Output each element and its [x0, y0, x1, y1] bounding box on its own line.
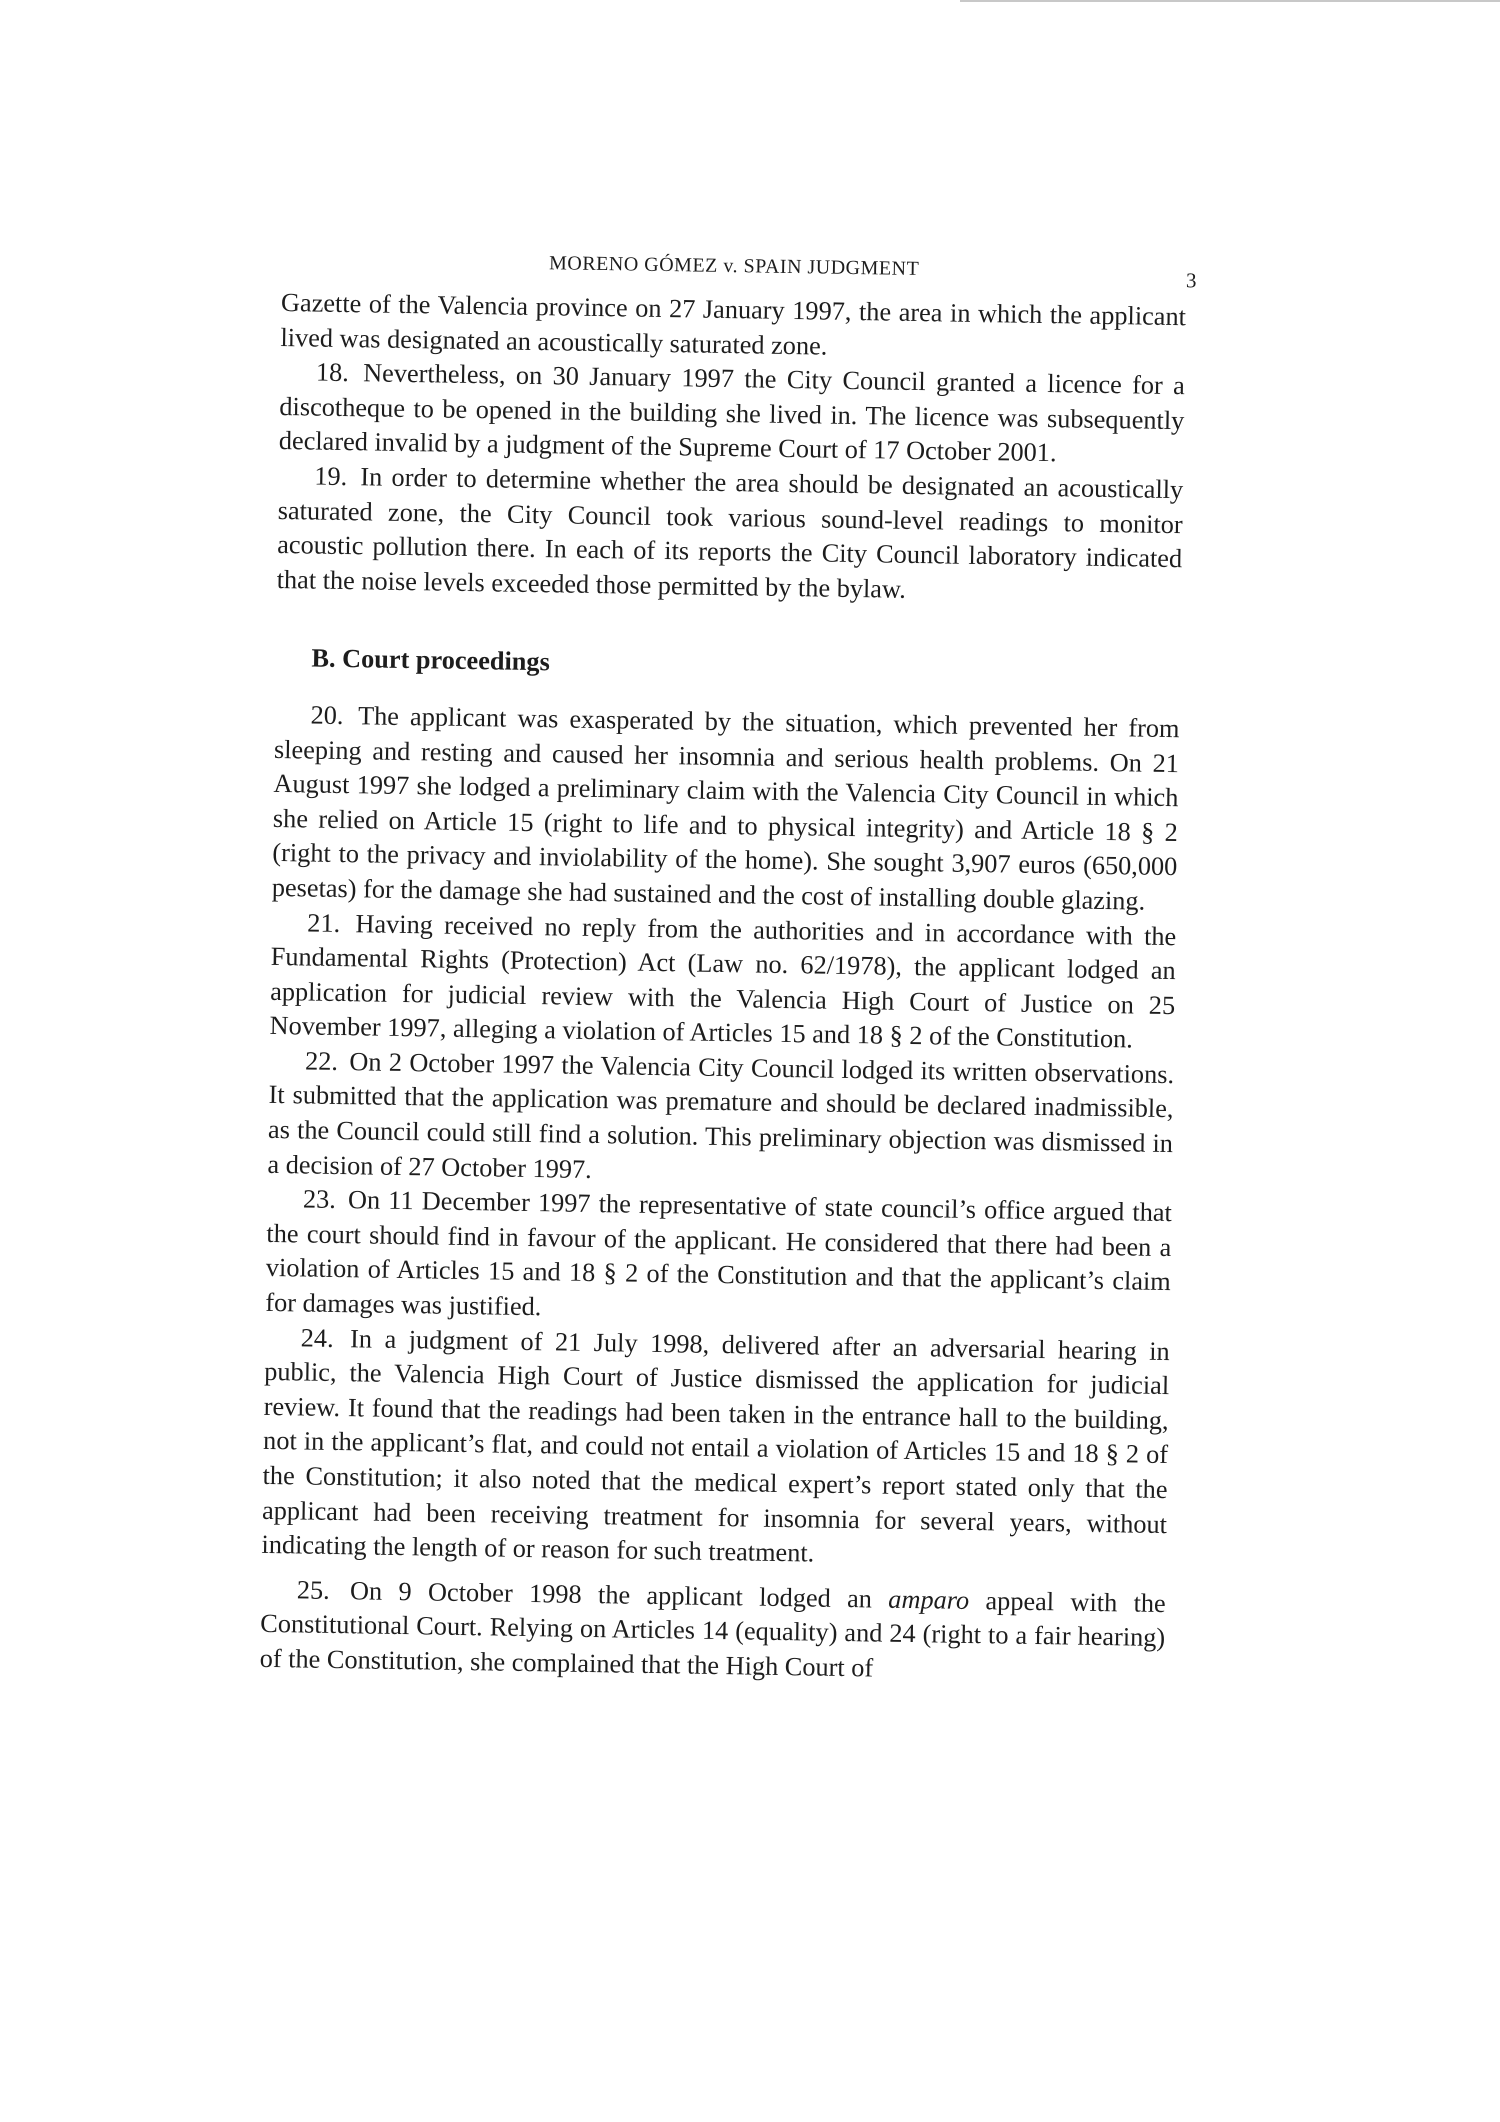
- document-body: [259, 286, 1186, 1691]
- paragraph-23: [265, 1182, 1172, 1335]
- paragraph-25: [259, 1573, 1166, 1691]
- paragraph-text: Gazette of the Valencia province on 27 January 1997, the area in which the applicant lived was designated an acoustically saturated zone.: [280, 287, 1187, 361]
- paragraph-number: 24.: [300, 1323, 334, 1353]
- paragraph-22: [267, 1044, 1174, 1197]
- paragraph-20: [272, 698, 1180, 920]
- paragraph-text: Nevertheless, on 30 January 1997 the City Council granted a licence for a discotheque to be opened in the building she lived in. The licence was subsequently declared invalid by a judgment of the Supreme Court of 17 October 2001.: [278, 358, 1186, 468]
- paragraph-number: 22.: [304, 1046, 339, 1076]
- running-title: MORENO GÓMEZ v. SPAIN JUDGMENT: [548, 252, 920, 281]
- paragraph-text: On 11 December 1997 the representative of state council’s office argued that the court should find in favour of the applicant. He considered that there had been a violation of Articles 15 and 18 § 2 of the Constitution and that the applicant’s claim for damages was justified.: [265, 1185, 1173, 1322]
- paragraph-number: 18.: [315, 357, 350, 388]
- paragraph-text: In a judgment of 21 July 1998, delivered after an adversarial hearing in public, the Valencia High Court of Justice dismissed the application for judicial review. It found that the readings had been taken in the entrance hall to the building, not in the applicant’s flat, and could not entail a violation of Articles 15 and 18 § 2 of the Constitution; it also noted that the medical expert’s report stated only that the applicant had been receiving treatment for insomnia for several years, without indicating the length of or reason for such treatment.: [261, 1323, 1170, 1568]
- paragraph-number: 23.: [302, 1184, 337, 1215]
- paragraph-text: Having received no reply from the authorities and in accordance with the Fundamental Rights (Protection) Act (Law no. 62/1978), the applicant lodged an application for judicial review with the Valencia High Court of Justice on 25 November 1997, alleging a violation of Articles 15 and 18 § 2 of the Constitution.: [269, 908, 1177, 1054]
- paragraph-text: The applicant was exasperated by the situation, which prevented her from sleeping and resting and caused her insomnia and serious health problems. On 21 August 1997 she lodged a preliminary claim with the Valencia City Council in which she relied on Article 15 (right to life and to physical integrity) and Article 18 § 2 (right to the privacy and inviolability of the home). She sought 3,907 euros (650,000 pesetas) for the damage she had sustained and the cost of installing double glazing.: [271, 701, 1180, 916]
- paragraph-text: In order to determine whether the area should be designated an acoustically saturated zone, the City Council took various sound-level readings to monitor acoustic pollution there. In each of its reports the City Council laboratory indicated that the noise levels exceeded those permitted by the bylaw.: [276, 462, 1184, 604]
- paragraph-text: On 2 October 1997 the Valencia City Council lodged its written observations. It submitted that the application was premature and should be declared inadmissible, as the Council could still find a solution. This preliminary objection was dismissed in a decision of 27 October 1997.: [267, 1047, 1175, 1184]
- section-heading: B. Court proceedings: [311, 643, 551, 677]
- paragraph-number: 20.: [310, 700, 344, 730]
- paragraph-text-end: appeal with the Constitutional Court. Relying on Articles 14 (equality) and 24 (right to a fair hearing) of the Constitution, she complained that the High Court of: [259, 1585, 1166, 1683]
- paragraph-number: 25.: [296, 1575, 330, 1605]
- page-number: 3: [1185, 268, 1197, 293]
- paragraph-number: 19.: [314, 461, 348, 492]
- paragraph-number: 21.: [307, 907, 341, 938]
- paragraph-19: [276, 459, 1183, 612]
- paragraph-18: [279, 355, 1186, 473]
- document-page: [259, 242, 1197, 1691]
- scan-edge-line: [960, 0, 1500, 2]
- paragraph-text-italic: amparo: [888, 1584, 970, 1615]
- paragraph-21: [269, 905, 1176, 1058]
- paragraph-24: [261, 1320, 1170, 1576]
- paragraph-text-start: On 9 October 1998 the applicant lodged an: [349, 1576, 889, 1614]
